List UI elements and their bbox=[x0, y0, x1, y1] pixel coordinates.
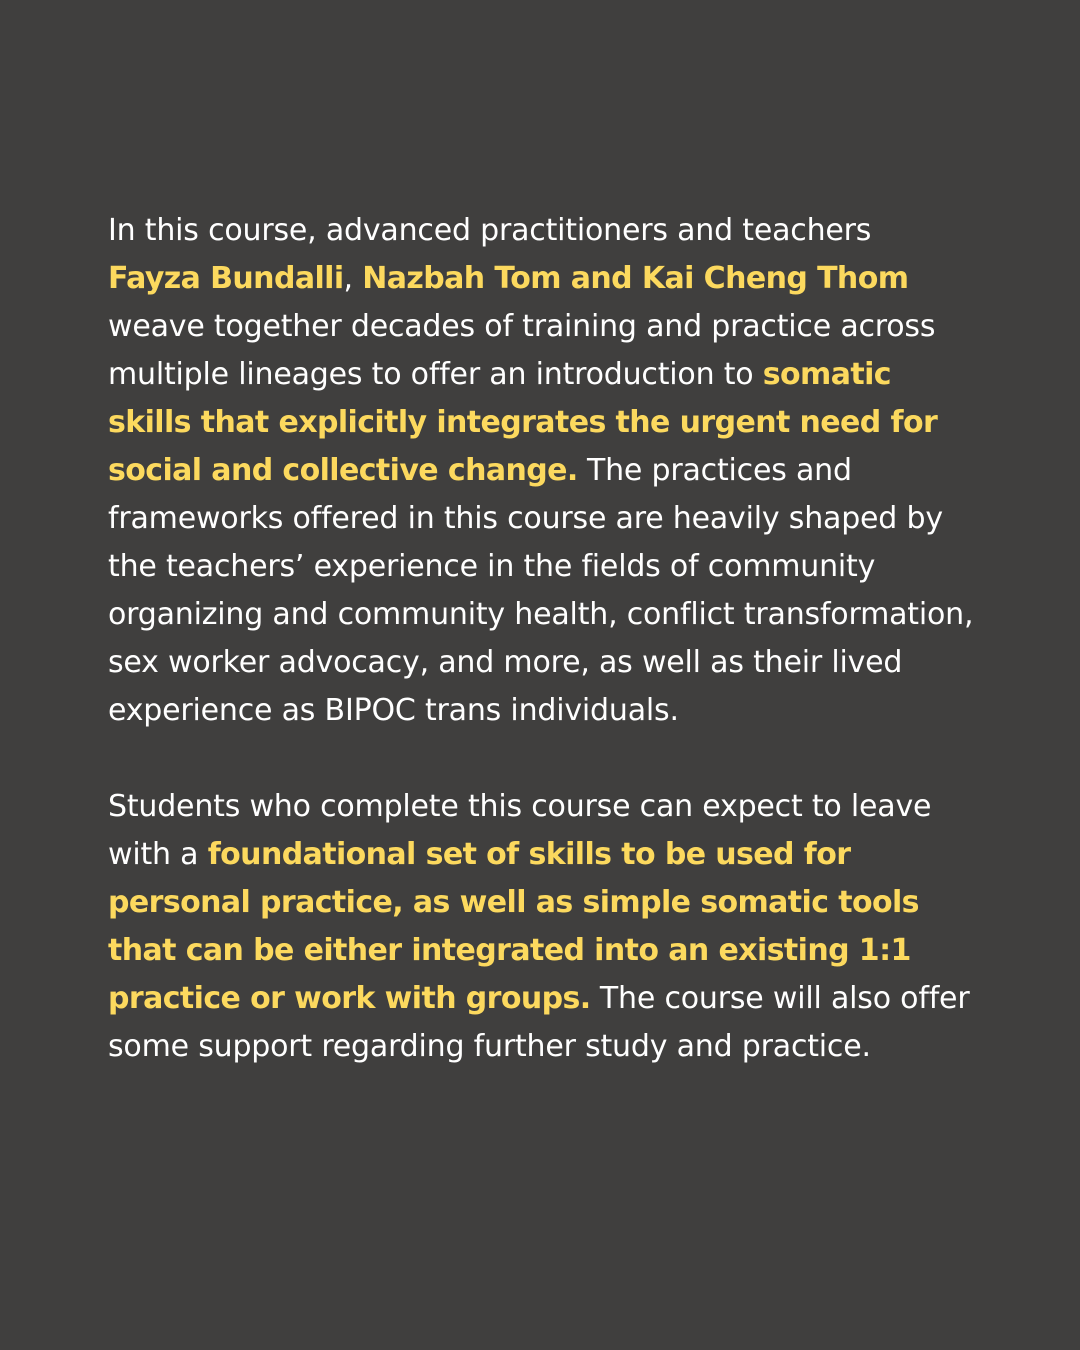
highlight-text: social and collective change. bbox=[108, 453, 578, 488]
text-line: experience as BIPOC trans individuals. bbox=[108, 693, 679, 728]
highlight-line: skills that explicitly integrates the urgent need for bbox=[108, 405, 938, 440]
text-line bbox=[108, 975, 988, 1023]
plain-text: with a bbox=[108, 837, 208, 872]
plain-text: The practices and bbox=[577, 453, 852, 488]
highlight-text: practice or work with groups. bbox=[108, 981, 591, 1016]
text-line bbox=[108, 447, 988, 495]
highlight-line: personal practice, as well as simple somatic tools bbox=[108, 885, 919, 920]
separator-text: , bbox=[343, 261, 363, 296]
plain-text: multiple lineages to offer an introduction to bbox=[108, 357, 763, 392]
text-line: In this course, advanced practitioners and teachers bbox=[108, 213, 872, 248]
text-line bbox=[108, 351, 988, 399]
highlight-text: foundational set of skills to be used for bbox=[207, 837, 851, 872]
text-line: weave together decades of training and practice across bbox=[108, 309, 936, 344]
text-line bbox=[108, 255, 988, 303]
text-line: Students who complete this course can expect to leave bbox=[108, 789, 932, 824]
highlight-text: somatic bbox=[762, 357, 891, 392]
text-line: some support regarding further study and practice. bbox=[108, 1029, 871, 1064]
teacher-name-highlight: Fayza Bundalli bbox=[108, 261, 344, 296]
paragraph-course-outcomes bbox=[108, 783, 988, 1071]
highlight-line: that can be either integrated into an existing 1:1 bbox=[108, 933, 911, 968]
text-line: the teachers’ experience in the fields of community bbox=[108, 549, 876, 584]
plain-text: The course will also offer bbox=[590, 981, 970, 1016]
paragraph-course-intro bbox=[108, 207, 988, 735]
text-line bbox=[108, 831, 988, 879]
text-line: frameworks offered in this course are heavily shaped by bbox=[108, 501, 943, 536]
text-line: organizing and community health, conflict transformation, bbox=[108, 597, 974, 632]
text-line: sex worker advocacy, and more, as well as their lived bbox=[108, 645, 903, 680]
teacher-names-highlight: Nazbah Tom and Kai Cheng Thom bbox=[362, 261, 909, 296]
course-description bbox=[108, 207, 988, 1071]
